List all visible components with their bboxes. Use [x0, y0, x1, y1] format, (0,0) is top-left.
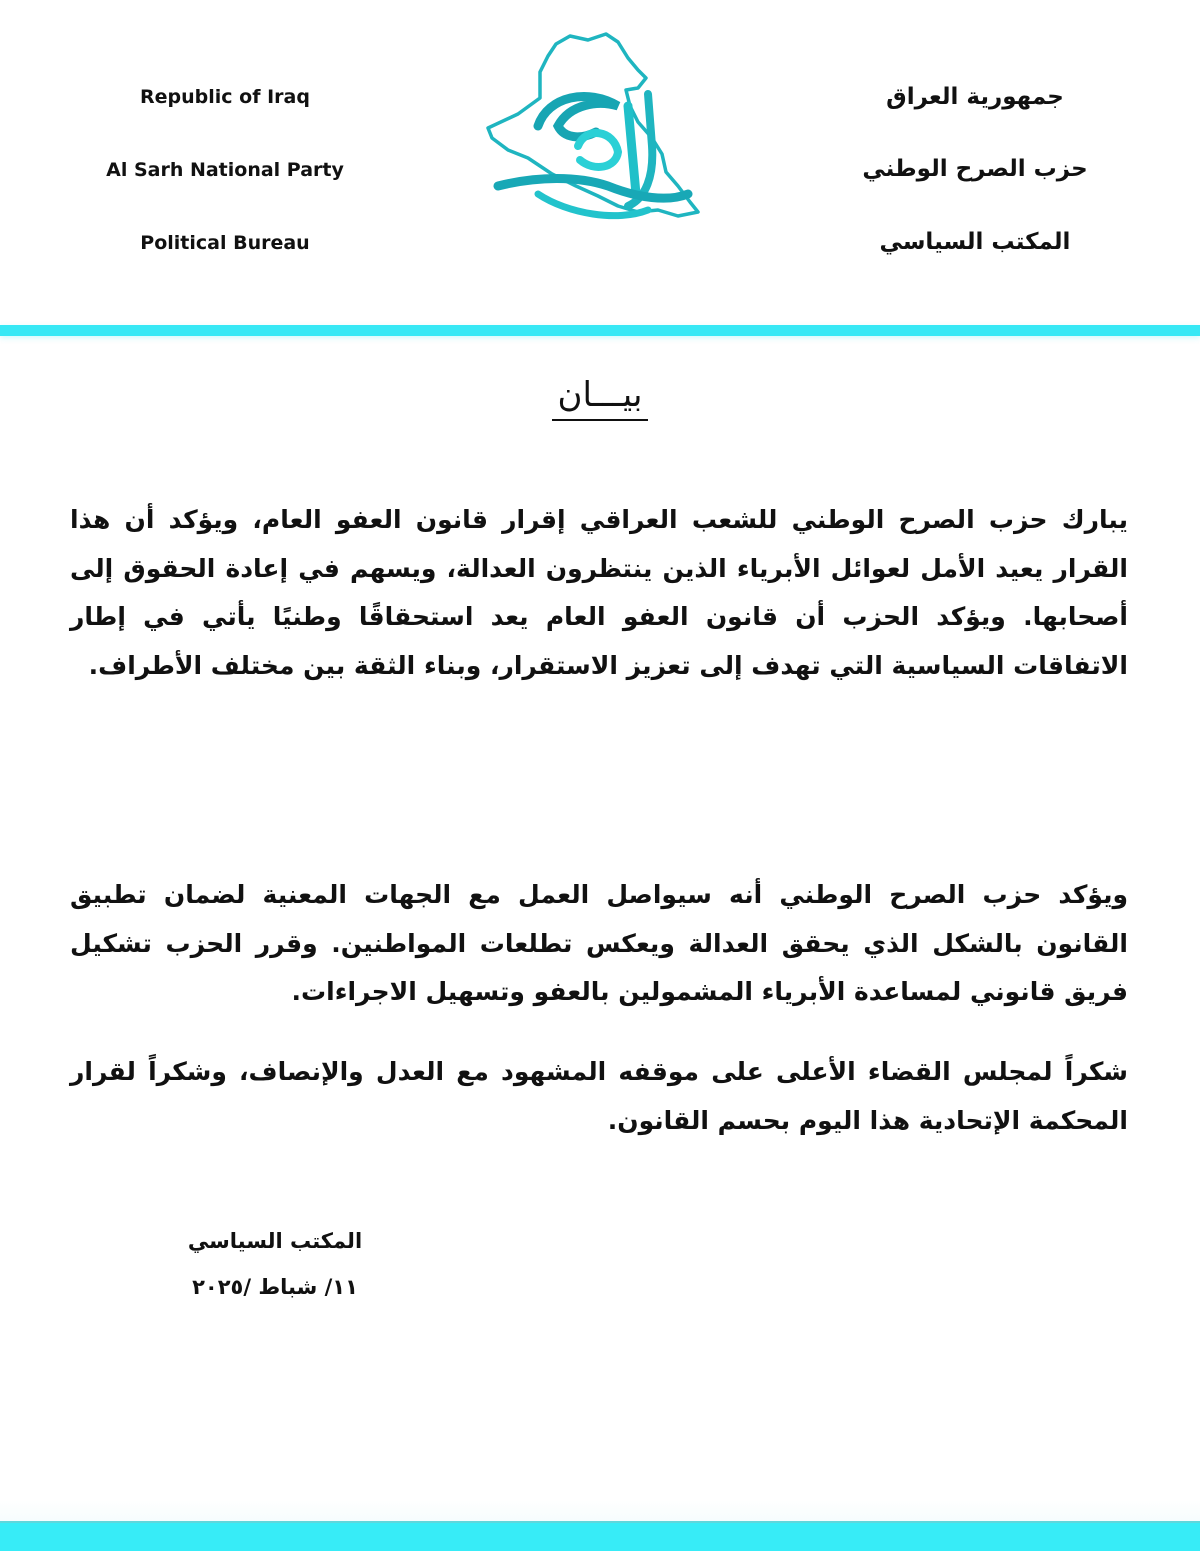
- footer-band: [0, 1521, 1200, 1551]
- header-english-bureau: Political Bureau: [140, 232, 310, 254]
- header-english-country: Republic of Iraq: [140, 86, 310, 108]
- document-title: [0, 375, 1200, 421]
- signature-block: [150, 1218, 400, 1310]
- header-arabic-bureau: المكتب السياسي: [879, 229, 1071, 255]
- statement-paragraph-1: يبارك حزب الصرح الوطني للشعب العراقي إقرار قانون العفو العام، ويؤكد أن هذا القرار يعيد الأمل لعوائل الأبرياء الذين ينتظرون العدالة، ويسهم في إعادة الحقوق إلى أصحابها. ويؤكد الحزب أن قانون العفو العام يعد استحقاقًا وطنيًا يأتي في إطار الاتفاقات السياسية التي تهدف إلى تعزيز الاستقرار، وبناء الثقة بين مختلف الأطراف.: [70, 505, 1128, 680]
- header-arabic-country: جمهورية العراق: [886, 84, 1064, 110]
- statement-paragraph-2: ويؤكد حزب الصرح الوطني أنه سيواصل العمل مع الجهات المعنية لضمان تطبيق القانون بالشكل الذي يحقق العدالة ويعكس تطلعات المواطنين. وقرر الحزب تشكيل فريق قانوني لمساعدة الأبرياء المشمولين بالعفو وتسهيل الاجراءات.: [70, 880, 1128, 1006]
- header-divider-band: [0, 325, 1200, 336]
- iraq-map-calligraphy-logo-icon: [478, 26, 708, 226]
- statement-paragraph-3: شكراً لمجلس القضاء الأعلى على موقفه المشهود مع العدل والإنصاف، وشكراً لقرار المحكمة الإتحادية هذا اليوم بحسم القانون.: [70, 1057, 1128, 1135]
- party-logo: [478, 26, 708, 226]
- signature-office: المكتب السياسي: [187, 1229, 363, 1253]
- signature-date: ١١/ شباط /٢٠٢٥: [192, 1275, 358, 1299]
- header-arabic-party: حزب الصرح الوطني: [862, 156, 1088, 182]
- header-english-party: Al Sarh National Party: [106, 159, 344, 181]
- document-title-text: بيـــان: [552, 375, 649, 421]
